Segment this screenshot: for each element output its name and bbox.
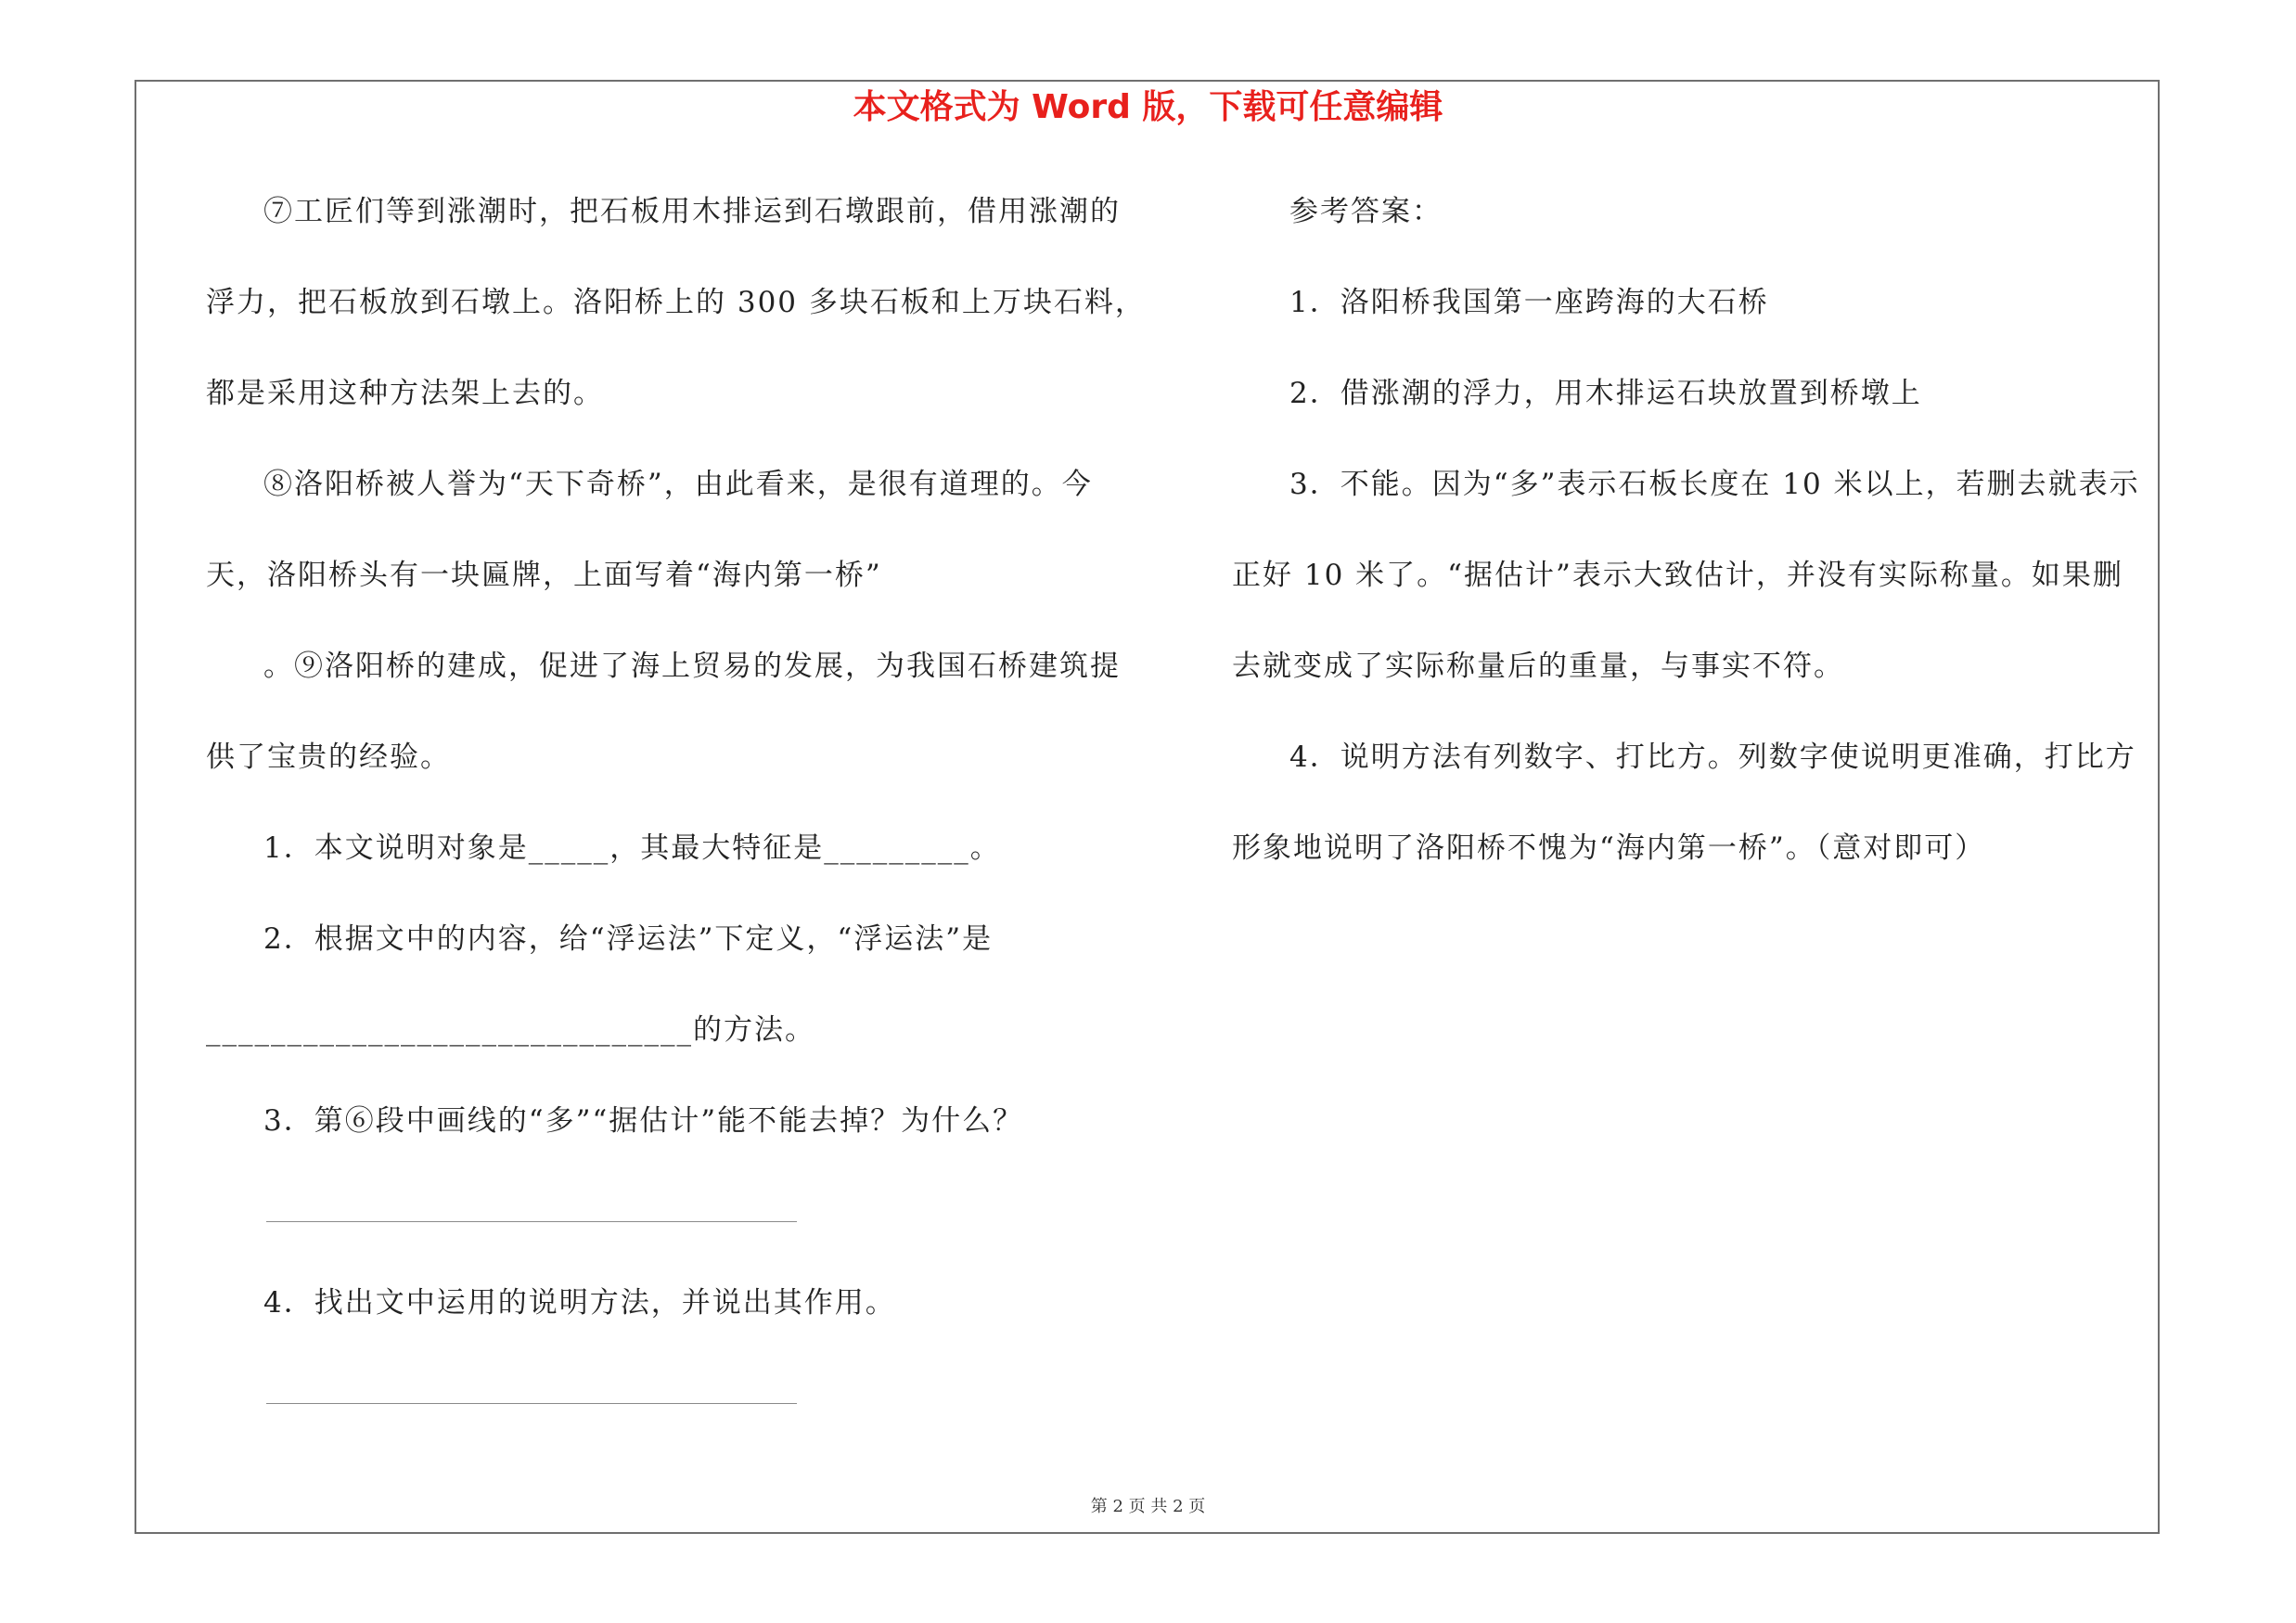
paragraph-7-line-3: 都是采用这种方法架上去的。	[206, 377, 604, 410]
answer-3-line-3: 去就变成了实际称量后的重量，与事实不符。	[1232, 650, 1844, 683]
paragraph-7-line-2: 浮力，把石板放到石墩上。洛阳桥上的 300 多块石板和上万块石料，	[206, 286, 1146, 319]
question-2-line-1: 2．根据文中的内容，给“浮运法”下定义，“浮运法”是	[263, 922, 994, 956]
page-number-footer: 第 2 页 共 2 页	[1090, 1497, 1206, 1516]
question-3: 3．第⑥段中画线的“多”“据估计”能不能去掉？为什么？	[263, 1104, 1024, 1138]
paragraph-8-line-1: ⑧洛阳桥被人誉为“天下奇桥”，由此看来，是很有道理的。今	[263, 468, 1093, 501]
answer-1: 1．洛阳桥我国第一座跨海的大石桥	[1289, 286, 1769, 319]
answer-2: 2．借涨潮的浮力，用木排运石块放置到桥墩上	[1289, 377, 1922, 410]
answers-heading: 参考答案：	[1289, 195, 1443, 228]
answer-4-line-2: 形象地说明了洛阳桥不愧为“海内第一桥”。（意对即可）	[1232, 831, 1986, 865]
answer-3-line-1: 3．不能。因为“多”表示石板长度在 10 米以上，若删去就表示	[1289, 468, 2140, 501]
paragraph-9-line-1: 。⑨洛阳桥的建成，促进了海上贸易的发展，为我国石桥建筑提	[263, 650, 1121, 683]
question-1: 1．本文说明对象是_____，其最大特征是_________。	[263, 831, 1001, 865]
word-format-banner: 本文格式为 Word 版，下载可任意编辑	[853, 88, 1443, 126]
answer-blank-line-q4	[266, 1403, 797, 1404]
paragraph-9-line-2: 供了宝贵的经验。	[206, 741, 451, 774]
paragraph-8-line-2: 天，洛阳桥头有一块匾牌，上面写着“海内第一桥”	[206, 559, 882, 592]
question-4: 4．找出文中运用的说明方法，并说出其作用。	[263, 1286, 896, 1320]
answer-4-line-1: 4．说明方法有列数字、打比方。列数字使说明更准确，打比方	[1289, 741, 2136, 774]
answer-blank-line-q3	[266, 1221, 797, 1222]
paragraph-7-line-1: ⑦工匠们等到涨潮时，把石板用木排运到石墩跟前，借用涨潮的	[263, 195, 1121, 228]
answer-3-line-2: 正好 10 米了。“据估计”表示大致估计，并没有实际称量。如果删	[1232, 559, 2123, 592]
question-2-line-2: ______________________________的方法。	[206, 1013, 815, 1047]
